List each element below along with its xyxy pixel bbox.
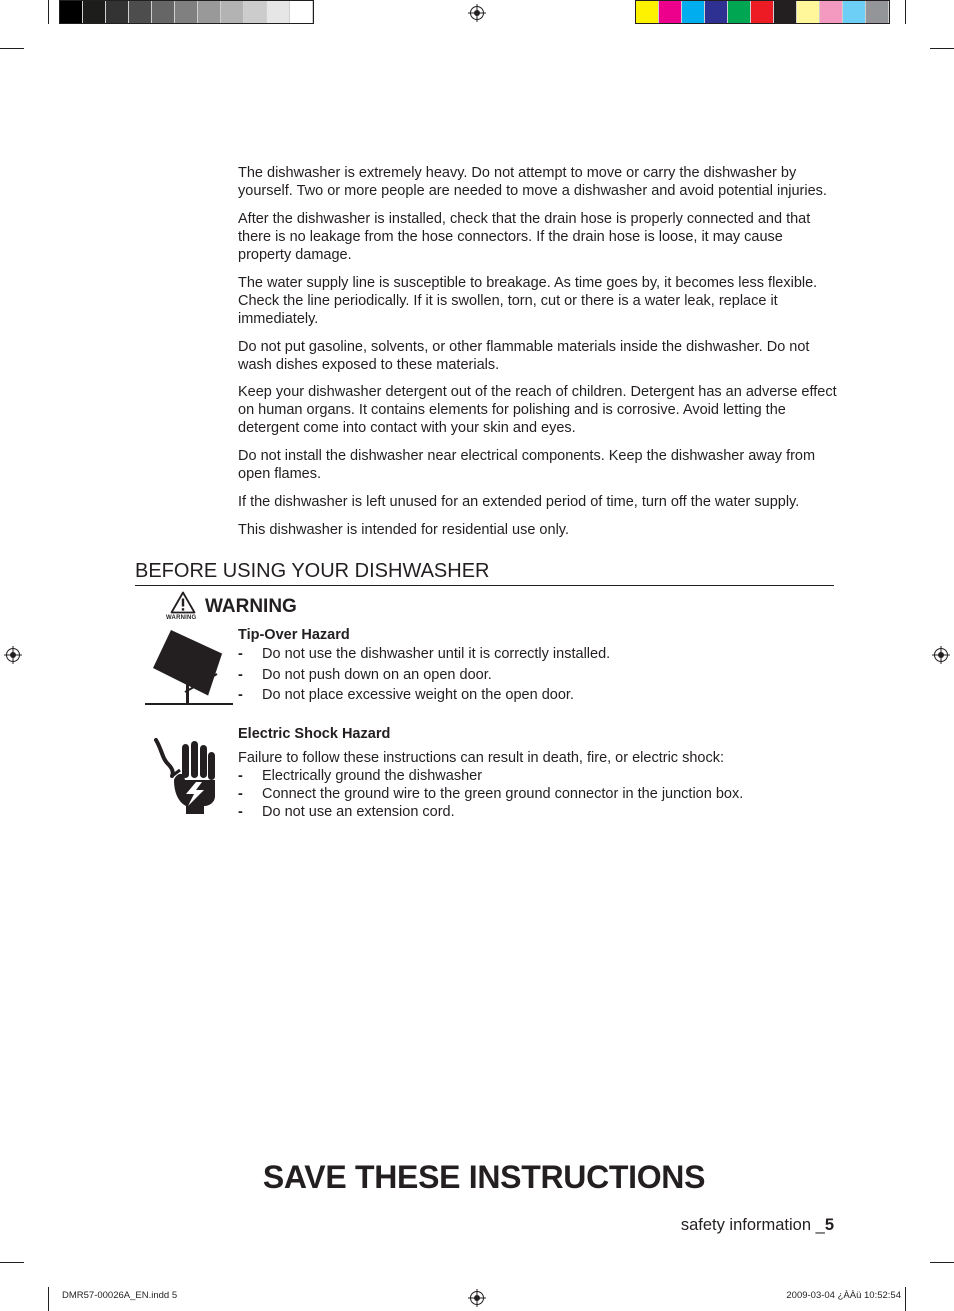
crop-mark <box>905 0 906 24</box>
color-swatch <box>843 1 866 23</box>
crop-mark <box>0 48 24 49</box>
color-swatch <box>636 1 659 23</box>
registration-mark-icon <box>468 1289 486 1307</box>
crop-mark <box>930 1262 954 1263</box>
warning-icon-label: WARNING <box>166 615 197 621</box>
bullet-text: Do not use an extension cord. <box>262 804 455 820</box>
color-swatch <box>728 1 751 23</box>
warning-triangle-icon <box>170 591 196 614</box>
color-swatch <box>290 1 313 23</box>
color-swatch <box>198 1 221 23</box>
registration-mark-icon <box>4 646 22 664</box>
registration-mark-icon <box>468 4 486 22</box>
list-item <box>238 645 610 663</box>
crop-mark <box>930 48 954 49</box>
list-item <box>238 767 482 785</box>
color-swatch <box>175 1 198 23</box>
color-swatch <box>751 1 774 23</box>
list-item <box>238 686 574 704</box>
safety-paragraph: Keep your dishwasher detergent out of the reach of children. Detergent has an adverse effect on human organs. It contains elements for polishing and is corrosive. Avoid letting the detergent come into contact with your skin and eyes. <box>238 384 837 436</box>
footer-file-name: DMR57-00026A_EN.indd 5 <box>62 1290 178 1301</box>
tip-over-hazard-title: Tip-Over Hazard <box>238 627 350 643</box>
color-swatch <box>705 1 728 23</box>
tip-over-hazard-icon <box>145 628 233 706</box>
bullet-marker: - <box>238 804 243 820</box>
safety-paragraph: This dishwasher is intended for residential use only. <box>238 522 569 538</box>
color-swatch <box>106 1 129 23</box>
safety-paragraph: If the dishwasher is left unused for an extended period of time, turn off the water supply. <box>238 494 800 510</box>
safety-paragraph: Do not put gasoline, solvents, or other flammable materials inside the dishwasher. Do not wash dishes exposed to these materials. <box>238 339 810 373</box>
safety-paragraph: The water supply line is susceptible to breakage. As time goes by, it becomes less flexible. Check the line periodically. If it is swollen, torn, cut or there is a water leak, replace it immediately. <box>238 275 818 327</box>
crop-mark <box>48 1287 49 1311</box>
save-instructions-title: SAVE THESE INSTRUCTIONS <box>262 1159 706 1195</box>
grayscale-swatch-bar <box>59 0 314 24</box>
section-heading: BEFORE USING YOUR DISHWASHER <box>135 560 490 582</box>
color-swatch <box>682 1 705 23</box>
color-swatch <box>83 1 106 23</box>
list-item <box>238 666 492 684</box>
crop-mark <box>905 1287 906 1311</box>
color-swatch <box>60 1 83 23</box>
electric-shock-hand-icon <box>152 736 218 816</box>
bullet-text: Do not use the dishwasher until it is correctly installed. <box>262 646 611 662</box>
safety-paragraph: Do not install the dishwasher near electrical components. Keep the dishwasher away from open flames. <box>238 448 816 482</box>
bullet-text: Connect the ground wire to the green ground connector in the junction box. <box>262 786 744 802</box>
bullet-marker: - <box>238 646 243 662</box>
color-swatch <box>659 1 682 23</box>
bullet-marker: - <box>238 667 243 683</box>
color-swatch-bar <box>635 0 890 24</box>
footer-timestamp: 2009-03-04 ¿ÀÀü 10:52:54 <box>786 1290 901 1301</box>
bullet-text: Electrically ground the dishwasher <box>262 768 483 784</box>
warning-title: WARNING <box>205 596 297 617</box>
safety-paragraph: After the dishwasher is installed, check that the drain hose is properly connected and that there is no leakage from the hose connectors. If the drain hose is loose, it may cause property damage. <box>238 211 811 263</box>
safety-paragraph: The dishwasher is extremely heavy. Do not attempt to move or carry the dishwasher by yourself. Two or more people are needed to move a dishwasher and avoid potential injuries. <box>238 165 827 199</box>
bullet-marker: - <box>238 687 243 703</box>
crop-mark <box>48 0 49 24</box>
heading-divider <box>135 585 834 586</box>
color-swatch <box>152 1 175 23</box>
bullet-text: Do not place excessive weight on the open door. <box>262 687 574 703</box>
color-swatch <box>221 1 244 23</box>
color-swatch <box>129 1 152 23</box>
page-label <box>681 1216 834 1235</box>
color-swatch <box>774 1 797 23</box>
crop-mark <box>0 1262 24 1263</box>
list-item <box>238 803 455 821</box>
color-swatch <box>244 1 267 23</box>
list-item <box>238 785 743 803</box>
section-name: safety information _ <box>680 1216 825 1234</box>
electric-hazard-intro: Failure to follow these instructions can result in death, fire, or electric shock: <box>238 750 724 766</box>
electric-shock-hazard-title: Electric Shock Hazard <box>238 726 391 742</box>
color-swatch <box>797 1 820 23</box>
bullet-marker: - <box>238 768 243 784</box>
page-number: 5 <box>824 1216 834 1234</box>
color-swatch <box>866 1 889 23</box>
bullet-text: Do not push down on an open door. <box>262 667 492 683</box>
color-swatch <box>820 1 843 23</box>
bullet-marker: - <box>238 786 243 802</box>
color-swatch <box>267 1 290 23</box>
registration-mark-icon <box>932 646 950 664</box>
